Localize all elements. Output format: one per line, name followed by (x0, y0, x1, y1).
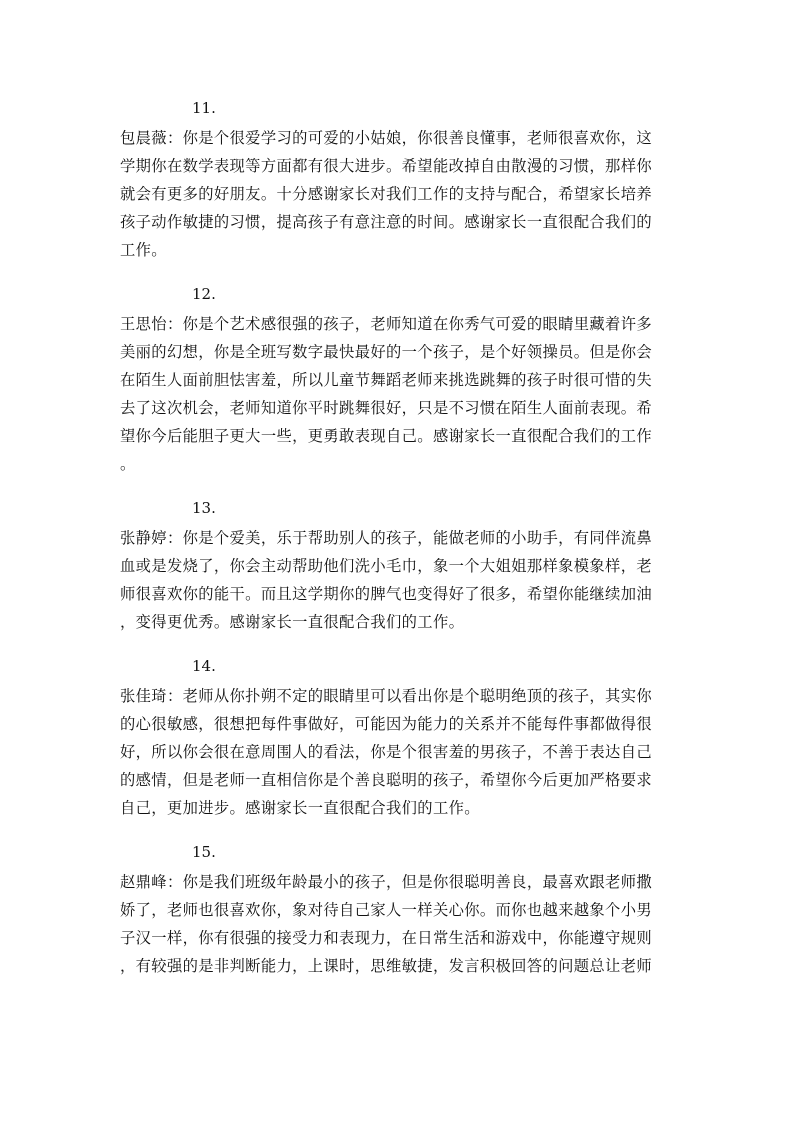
entry-text-line: 。 (120, 455, 136, 473)
comment-entry-12 (120, 278, 680, 478)
entry-text-line: 工作。 (120, 241, 167, 259)
comment-entry-13 (120, 492, 680, 636)
entry-text-line: 去了这次机会，老师知道你平时跳舞很好，只是不习惯在陌生人面前表现。希 (120, 399, 652, 417)
entry-text-line: 师很喜欢你的能干。而且这学期你的脾气也变得好了很多，希望你能继续加油 (120, 585, 652, 603)
paragraph-gap (120, 478, 680, 492)
entry-number: 11. (192, 99, 216, 117)
comment-entry-15 (120, 836, 680, 980)
comment-entry-11 (120, 92, 680, 264)
entry-text-line: 血或是发烧了，你会主动帮助他们洗小毛巾，象一个大姐姐那样象模象样，老 (120, 557, 652, 575)
entry-text-line: 好，所以你会很在意周围人的看法，你是个很害羞的男孩子，不善于表达自己 (120, 743, 652, 761)
entry-text-line: 娇了，老师也很喜欢你，象对待自己家人一样关心你。而你也越来越象个小男 (120, 901, 652, 919)
comment-entry-14 (120, 650, 680, 822)
document-page (120, 92, 680, 980)
entry-number: 12. (192, 285, 216, 303)
entry-text-line: 张佳琦：老师从你扑朔不定的眼睛里可以看出你是个聪明绝顶的孩子，其实你 (120, 687, 652, 705)
paragraph-gap (120, 264, 680, 278)
entry-text-line: 包晨薇：你是个很爱学习的可爱的小姑娘，你很善良懂事，老师很喜欢你，这 (120, 129, 652, 147)
entry-text-line: 赵鼎峰：你是我们班级年龄最小的孩子，但是你很聪明善良，最喜欢跟老师撒 (120, 873, 652, 891)
entry-text-line: 自己，更加进步。感谢家长一直很配合我们的工作。 (120, 799, 480, 817)
paragraph-gap (120, 636, 680, 650)
entry-text-line: 王思怡：你是个艺术感很强的孩子，老师知道在你秀气可爱的眼睛里藏着许多 (120, 315, 652, 333)
entry-text-line: 的感情，但是老师一直相信你是个善良聪明的孩子，希望你今后更加严格要求 (120, 771, 652, 789)
entry-text-line: ，有较强的是非判断能力，上课时，思维敏捷，发言积极回答的问题总让老师 (120, 957, 652, 975)
entry-text-line: 孩子动作敏捷的习惯，提高孩子有意注意的时间。感谢家长一直很配合我们的 (120, 213, 652, 231)
entry-text-line: 张静婷：你是个爱美，乐于帮助别人的孩子，能做老师的小助手，有同伴流鼻 (120, 529, 652, 547)
entry-number: 15. (192, 843, 216, 861)
entry-text-line: 学期你在数学表现等方面都有很大进步。希望能改掉自由散漫的习惯，那样你 (120, 157, 652, 175)
entry-text-line: ，变得更优秀。感谢家长一直很配合我们的工作。 (120, 613, 465, 631)
entry-text-line: 望你今后能胆子更大一些，更勇敢表现自己。感谢家长一直很配合我们的工作 (120, 427, 652, 445)
entry-text-line: 子汉一样，你有很强的接受力和表现力，在日常生活和游戏中，你能遵守规则 (120, 929, 652, 947)
entry-number: 14. (192, 657, 216, 675)
paragraph-gap (120, 822, 680, 836)
entry-text-line: 在陌生人面前胆怯害羞，所以儿童节舞蹈老师来挑选跳舞的孩子时很可惜的失 (120, 371, 652, 389)
entry-text-line: 就会有更多的好朋友。十分感谢家长对我们工作的支持与配合，希望家长培养 (120, 185, 652, 203)
entry-text-line: 美丽的幻想，你是全班写数字最快最好的一个孩子，是个好领操员。但是你会 (120, 343, 652, 361)
entry-number: 13. (192, 499, 216, 517)
entry-text-line: 的心很敏感，很想把每件事做好，可能因为能力的关系并不能每件事都做得很 (120, 715, 652, 733)
